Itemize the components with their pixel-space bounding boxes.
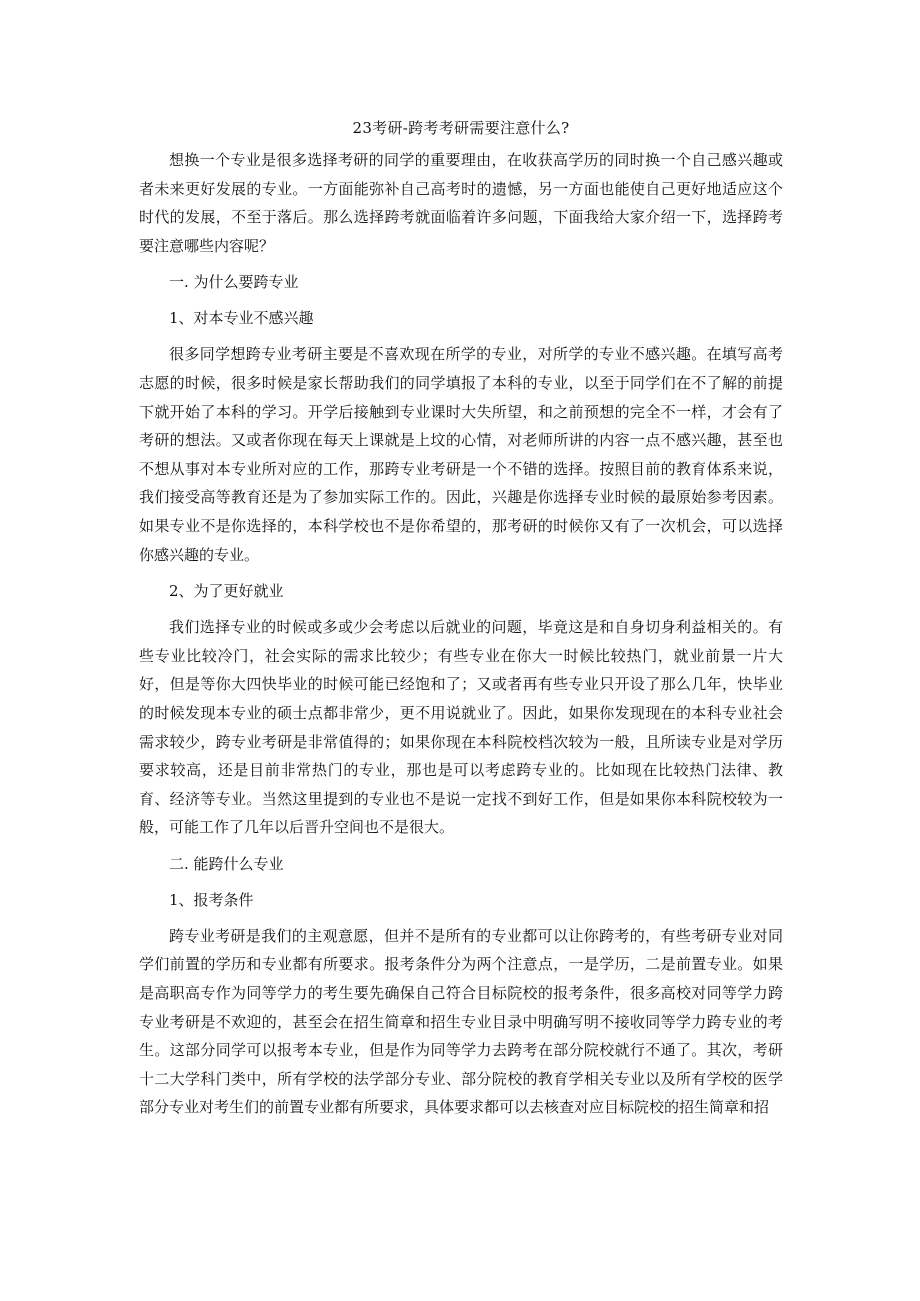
intro-paragraph: 想换一个专业是很多选择考研的同学的重要理由，在收获高学历的同时换一个自己感兴趣或者未来更好发展的专业。一方面能弥补自己高考时的遗憾，另一方面也能使自己更好地适应这个时代的发展，不至于落后。那么选择跨考就面临着许多问题，下面我给大家介绍一下，选择跨考要注意哪些内容呢？ xyxy=(139,151,783,255)
section-heading-why: 一. 为什么要跨专业 xyxy=(169,273,299,292)
subheading-not-interested: 1、对本专业不感兴趣 xyxy=(169,309,314,328)
paragraph-better-employment: 我们选择专业的时候或多或少会考虑以后就业的问题，毕竟这是和自身切身利益相关的。有些专业比较冷门，社会实际的需求比较少；有些专业在你大一时候比较热门，就业前景一片大好，但是等你大四快毕业的时候可能已经饱和了；又或者再有些专业只开设了那么几年，快毕业的时候发现本专业的硕士点都非常少，更不用说就业了。因此，如果你发现现在的本科专业社会需求较少，跨专业考研是非常值得的；如果你现在本科院校档次较为一般，且所读专业是对学历要求较高，还是目前非常热门的专业，那也是可以考虑跨专业的。比如现在比较热门法律、教育、经济等专业。当然这里提到的专业也不是说一定找不到好工作，但是如果你本科院校较为一般，可能工作了几年以后晋升空间也不是很大。 xyxy=(139,618,783,837)
subheading-application-conditions: 1、报考条件 xyxy=(169,890,254,909)
document-title: 23考研-跨考考研需要注意什么? xyxy=(352,119,570,137)
subheading-better-employment: 2、为了更好就业 xyxy=(169,582,284,601)
section-heading-which-majors: 二. 能跨什么专业 xyxy=(169,854,284,873)
paragraph-application-conditions: 跨专业考研是我们的主观意愿，但并不是所有的专业都可以让你跨考的，有些考研专业对同学们前置的学历和专业都有所要求。报考条件分为两个注意点，一是学历，二是前置专业。如果是高职高专作为同等学力的考生要先确保自己符合目标院校的报考条件，很多高校对同等学力跨专业考研是不欢迎的，甚至会在招生简章和招生专业目录中明确写明不接收同等学力跨专业的考生。这部分同学可以报考本专业，但是作为同等学力去跨考在部分院校就行不通了。其次，考研十二大学科门类中，所有学校的法学部分专业、部分院校的教育学相关专业以及所有学校的医学部分专业对考生们的前置专业都有所要求，具体要求都可以去核查对应目标院校的招生简章和招 xyxy=(139,926,783,1117)
document-body xyxy=(139,114,783,1130)
paragraph-not-interested: 很多同学想跨专业考研主要是不喜欢现在所学的专业，对所学的专业不感兴趣。在填写高考志愿的时候，很多时候是家长帮助我们的同学填报了本科的专业，以至于同学们在不了解的前提下就开始了本科的学习。开学后接触到专业课时大失所望，和之前预想的完全不一样，才会有了考研的想法。又或者你现在每天上课就是上坟的心情，对老师所讲的内容一点不感兴趣，甚至也不想从事对本专业所对应的工作，那跨专业考研是一个不错的选择。按照目前的教育体系来说，我们接受高等教育还是为了参加实际工作的。因此，兴趣是你选择专业时候的最原始参考因素。如果专业不是你选择的，本科学校也不是你希望的，那考研的时候你又有了一次机会，可以选择你感兴趣的专业。 xyxy=(139,345,783,564)
